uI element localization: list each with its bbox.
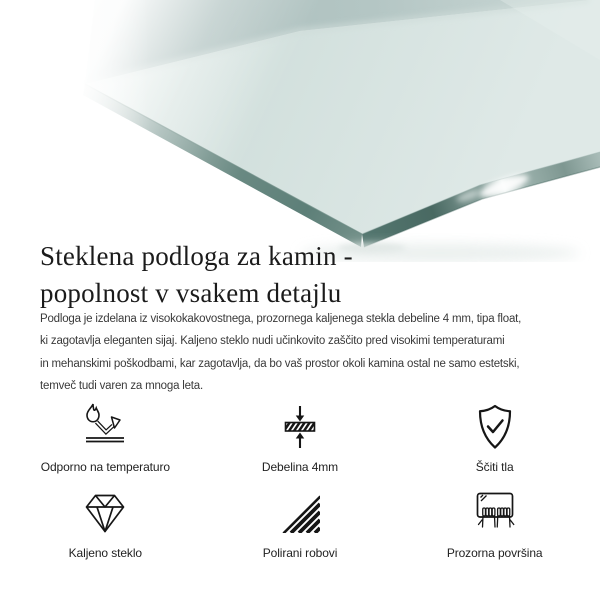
glass-sheet-photo: [0, 0, 600, 262]
features-grid: [8, 402, 592, 561]
intro-paragraph: [40, 308, 521, 398]
page-title-line1: Steklena podloga za kamin -: [40, 241, 353, 271]
tempered-glass-diamond-icon: [79, 488, 131, 538]
shield-check-icon: [469, 402, 521, 452]
feature-item: [8, 488, 203, 561]
feature-item: [397, 488, 592, 561]
page-title: [40, 238, 353, 312]
temperature-resistant-icon: [79, 402, 131, 452]
feature-label: Kaljeno steklo: [68, 546, 142, 560]
intro-line: in mehanskimi poškodbami, kar zagotavlja, da bo vaš prostor okoli kamina ostal ne samo estetski,: [40, 357, 520, 370]
intro-line: Podloga je izdelana iz visokokakovostnega, prozornega kaljenega stekla debeline 4 mm, tipa float,: [40, 313, 522, 325]
intro-line: ki zagotavlja eleganten sijaj. Kaljeno steklo nudi učinkovito zaščito pred visokimi temperaturami: [40, 335, 505, 348]
feature-label: Prozorna površina: [446, 546, 543, 560]
page-title-line2: popolnost v vsakem detajlu: [40, 278, 342, 308]
feature-label: Ščiti tla: [475, 460, 514, 474]
feature-item: [397, 402, 592, 475]
transparent-surface-hands-icon: [469, 488, 521, 538]
feature-label: Polirani robovi: [262, 546, 338, 560]
polished-edges-icon: [274, 488, 326, 538]
thickness-4mm-icon: [274, 402, 326, 452]
feature-label: Debelina 4mm: [261, 460, 339, 474]
feature-item: [8, 402, 203, 475]
feature-item: [203, 488, 398, 561]
feature-item: [203, 402, 398, 475]
feature-label: Odporno na temperaturo: [40, 460, 170, 474]
intro-line: temveč tudi varen za mnoga leta.: [40, 380, 203, 393]
